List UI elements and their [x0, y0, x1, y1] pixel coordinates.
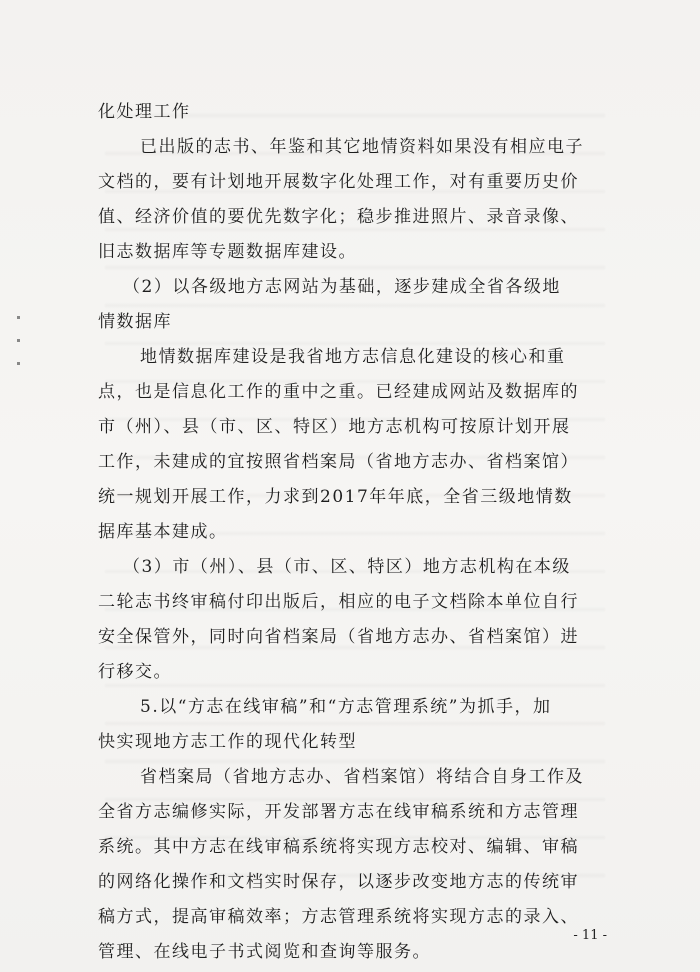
text-line: 文档的，要有计划地开展数字化处理工作，对有重要历史价: [98, 172, 579, 192]
margin-mark: [17, 339, 20, 342]
text-line: 工作，未建成的宜按照省档案局（省地方志办、省档案馆）: [98, 452, 579, 472]
text-line: 旧志数据库等专题数据库建设。: [98, 242, 357, 262]
text-line: 省档案局（省地方志办、省档案馆）将结合自身工作及: [140, 767, 584, 787]
text-line: 统一规划开展工作，力求到2017年年底，全省三级地情数: [98, 487, 573, 507]
text-line: 管理、在线电子书式阅览和查询等服务。: [98, 942, 431, 962]
text-line: 系统。其中方志在线审稿系统将实现方志校对、编辑、审稿: [98, 837, 579, 857]
text-line: （3）市（州）、县（市、区、特区）地方志机构在本级: [123, 557, 571, 577]
text-line: 稿方式，提高审稿效率；方志管理系统将实现方志的录入、: [98, 907, 579, 927]
section-heading: 5.以“方志在线审稿”和“方志管理系统”为抓手，加: [140, 697, 552, 717]
text-line: 二轮志书终审稿付印出版后，相应的电子文档除本单位自行: [98, 592, 579, 612]
text-line: 的网络化操作和文档实时保存，以逐步改变地方志的传统审: [98, 872, 579, 892]
margin-mark: [17, 362, 20, 365]
text-line: 全省方志编修实际，开发部署方志在线审稿系统和方志管理: [98, 802, 579, 822]
section-heading: （2）以各级地方志网站为基础，逐步建成全省各级地: [123, 277, 561, 297]
margin-mark: [17, 316, 20, 319]
text-line: 已出版的志书、年鉴和其它地情资料如果没有相应电子: [140, 137, 584, 157]
text-line: 化处理工作: [98, 102, 191, 122]
text-line: 地情数据库建设是我省地方志信息化建设的核心和重: [140, 347, 566, 367]
text-line: 市（州）、县（市、区、特区）地方志机构可按原计划开展: [98, 417, 571, 437]
text-line: 点，也是信息化工作的重中之重。已经建成网站及数据库的: [98, 382, 579, 402]
text-line: 安全保管外，同时向省档案局（省地方志办、省档案馆）进: [98, 627, 579, 647]
page-number: - 11 -: [573, 928, 607, 943]
body-text: [98, 95, 608, 970]
section-heading: 情数据库: [98, 312, 172, 332]
text-line: 据库基本建成。: [98, 522, 228, 542]
section-heading: 快实现地方志工作的现代化转型: [98, 732, 357, 752]
text-line: 值、经济价值的要优先数字化；稳步推进照片、录音录像、: [98, 207, 579, 227]
margin-marks: [17, 316, 20, 385]
text-line: 行移交。: [98, 662, 172, 682]
